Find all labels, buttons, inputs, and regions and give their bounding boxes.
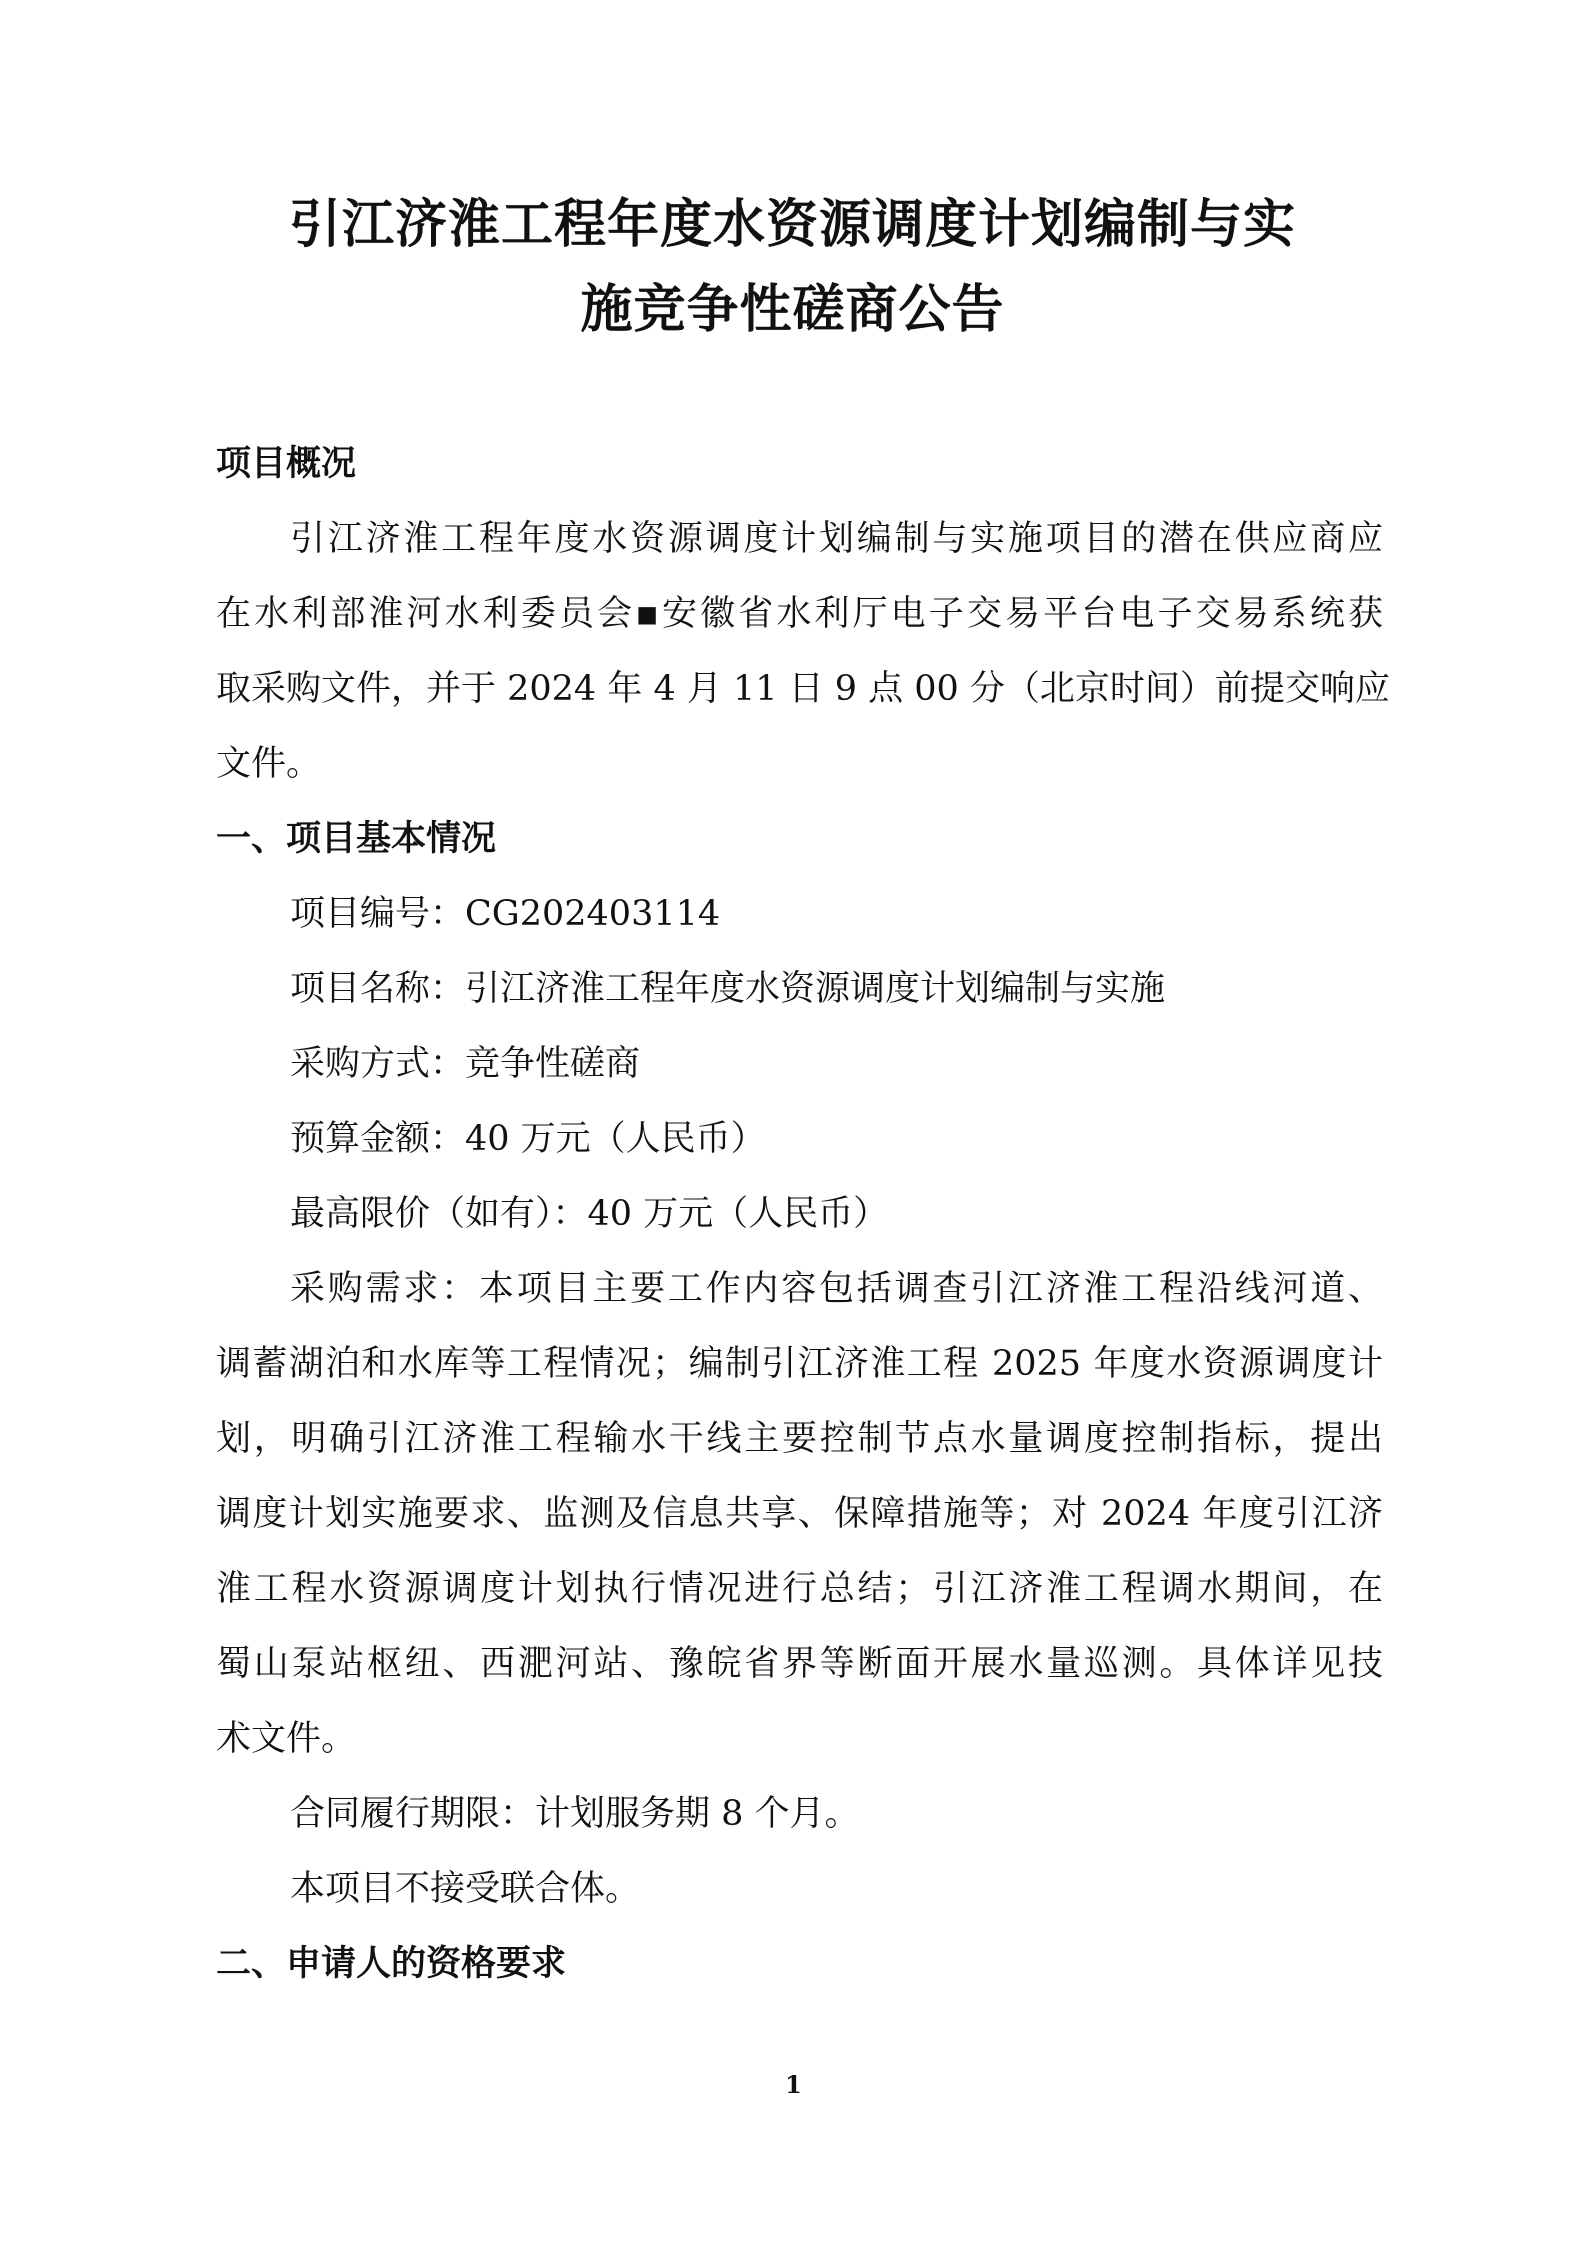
requirement-line-6: 蜀山泵站枢纽、西淝河站、豫皖省界等断面开展水量巡测。具体详见技 [216, 1644, 1383, 1684]
requirement-line-2: 调蓄湖泊和水库等工程情况；编制引江济淮工程 2025 年度水资源调度计 [216, 1344, 1383, 1384]
project-name: 项目名称：引江济淮工程年度水资源调度计划编制与实施 [290, 969, 1166, 1009]
requirement-line-7: 术文件。 [216, 1719, 357, 1759]
overview-line-1: 引江济淮工程年度水资源调度计划编制与实施项目的潜在供应商应 [290, 519, 1383, 559]
overview-line-4: 文件。 [216, 744, 322, 784]
contract-period: 合同履行期限：计划服务期 8 个月。 [290, 1794, 860, 1834]
no-consortium: 本项目不接受联合体。 [290, 1869, 641, 1909]
document-title-line-1: 引江济淮工程年度水资源调度计划编制与实 [288, 194, 1296, 255]
budget-amount: 预算金额：40 万元（人民币） [290, 1119, 766, 1159]
requirement-line-4: 调度计划实施要求、监测及信息共享、保障措施等；对 2024 年度引江济 [216, 1494, 1383, 1534]
project-number: 项目编号：CG202403114 [290, 894, 721, 934]
section2-heading: 二、申请人的资格要求 [216, 1944, 567, 1984]
overview-heading: 项目概况 [216, 444, 357, 484]
document-title-line-2: 施竞争性磋商公告 [580, 279, 1005, 340]
section1-heading: 一、项目基本情况 [216, 819, 497, 859]
overview-line-2: 在水利部淮河水利委员会▪安徽省水利厅电子交易平台电子交易系统获 [216, 594, 1383, 634]
requirement-line-3: 划，明确引江济淮工程输水干线主要控制节点水量调度控制指标，提出 [216, 1419, 1383, 1459]
page-number: 1 [785, 2070, 802, 2099]
requirement-line-5: 淮工程水资源调度计划执行情况进行总结；引江济淮工程调水期间，在 [216, 1569, 1383, 1609]
requirement-line-1: 采购需求：本项目主要工作内容包括调查引江济淮工程沿线河道、 [290, 1269, 1383, 1309]
procurement-method: 采购方式：竞争性磋商 [290, 1044, 641, 1084]
max-price: 最高限价（如有）：40 万元（人民币） [290, 1194, 889, 1234]
overview-line-3: 取采购文件，并于 2024 年 4 月 11 日 9 点 00 分（北京时间）前提交响应 [216, 669, 1390, 709]
